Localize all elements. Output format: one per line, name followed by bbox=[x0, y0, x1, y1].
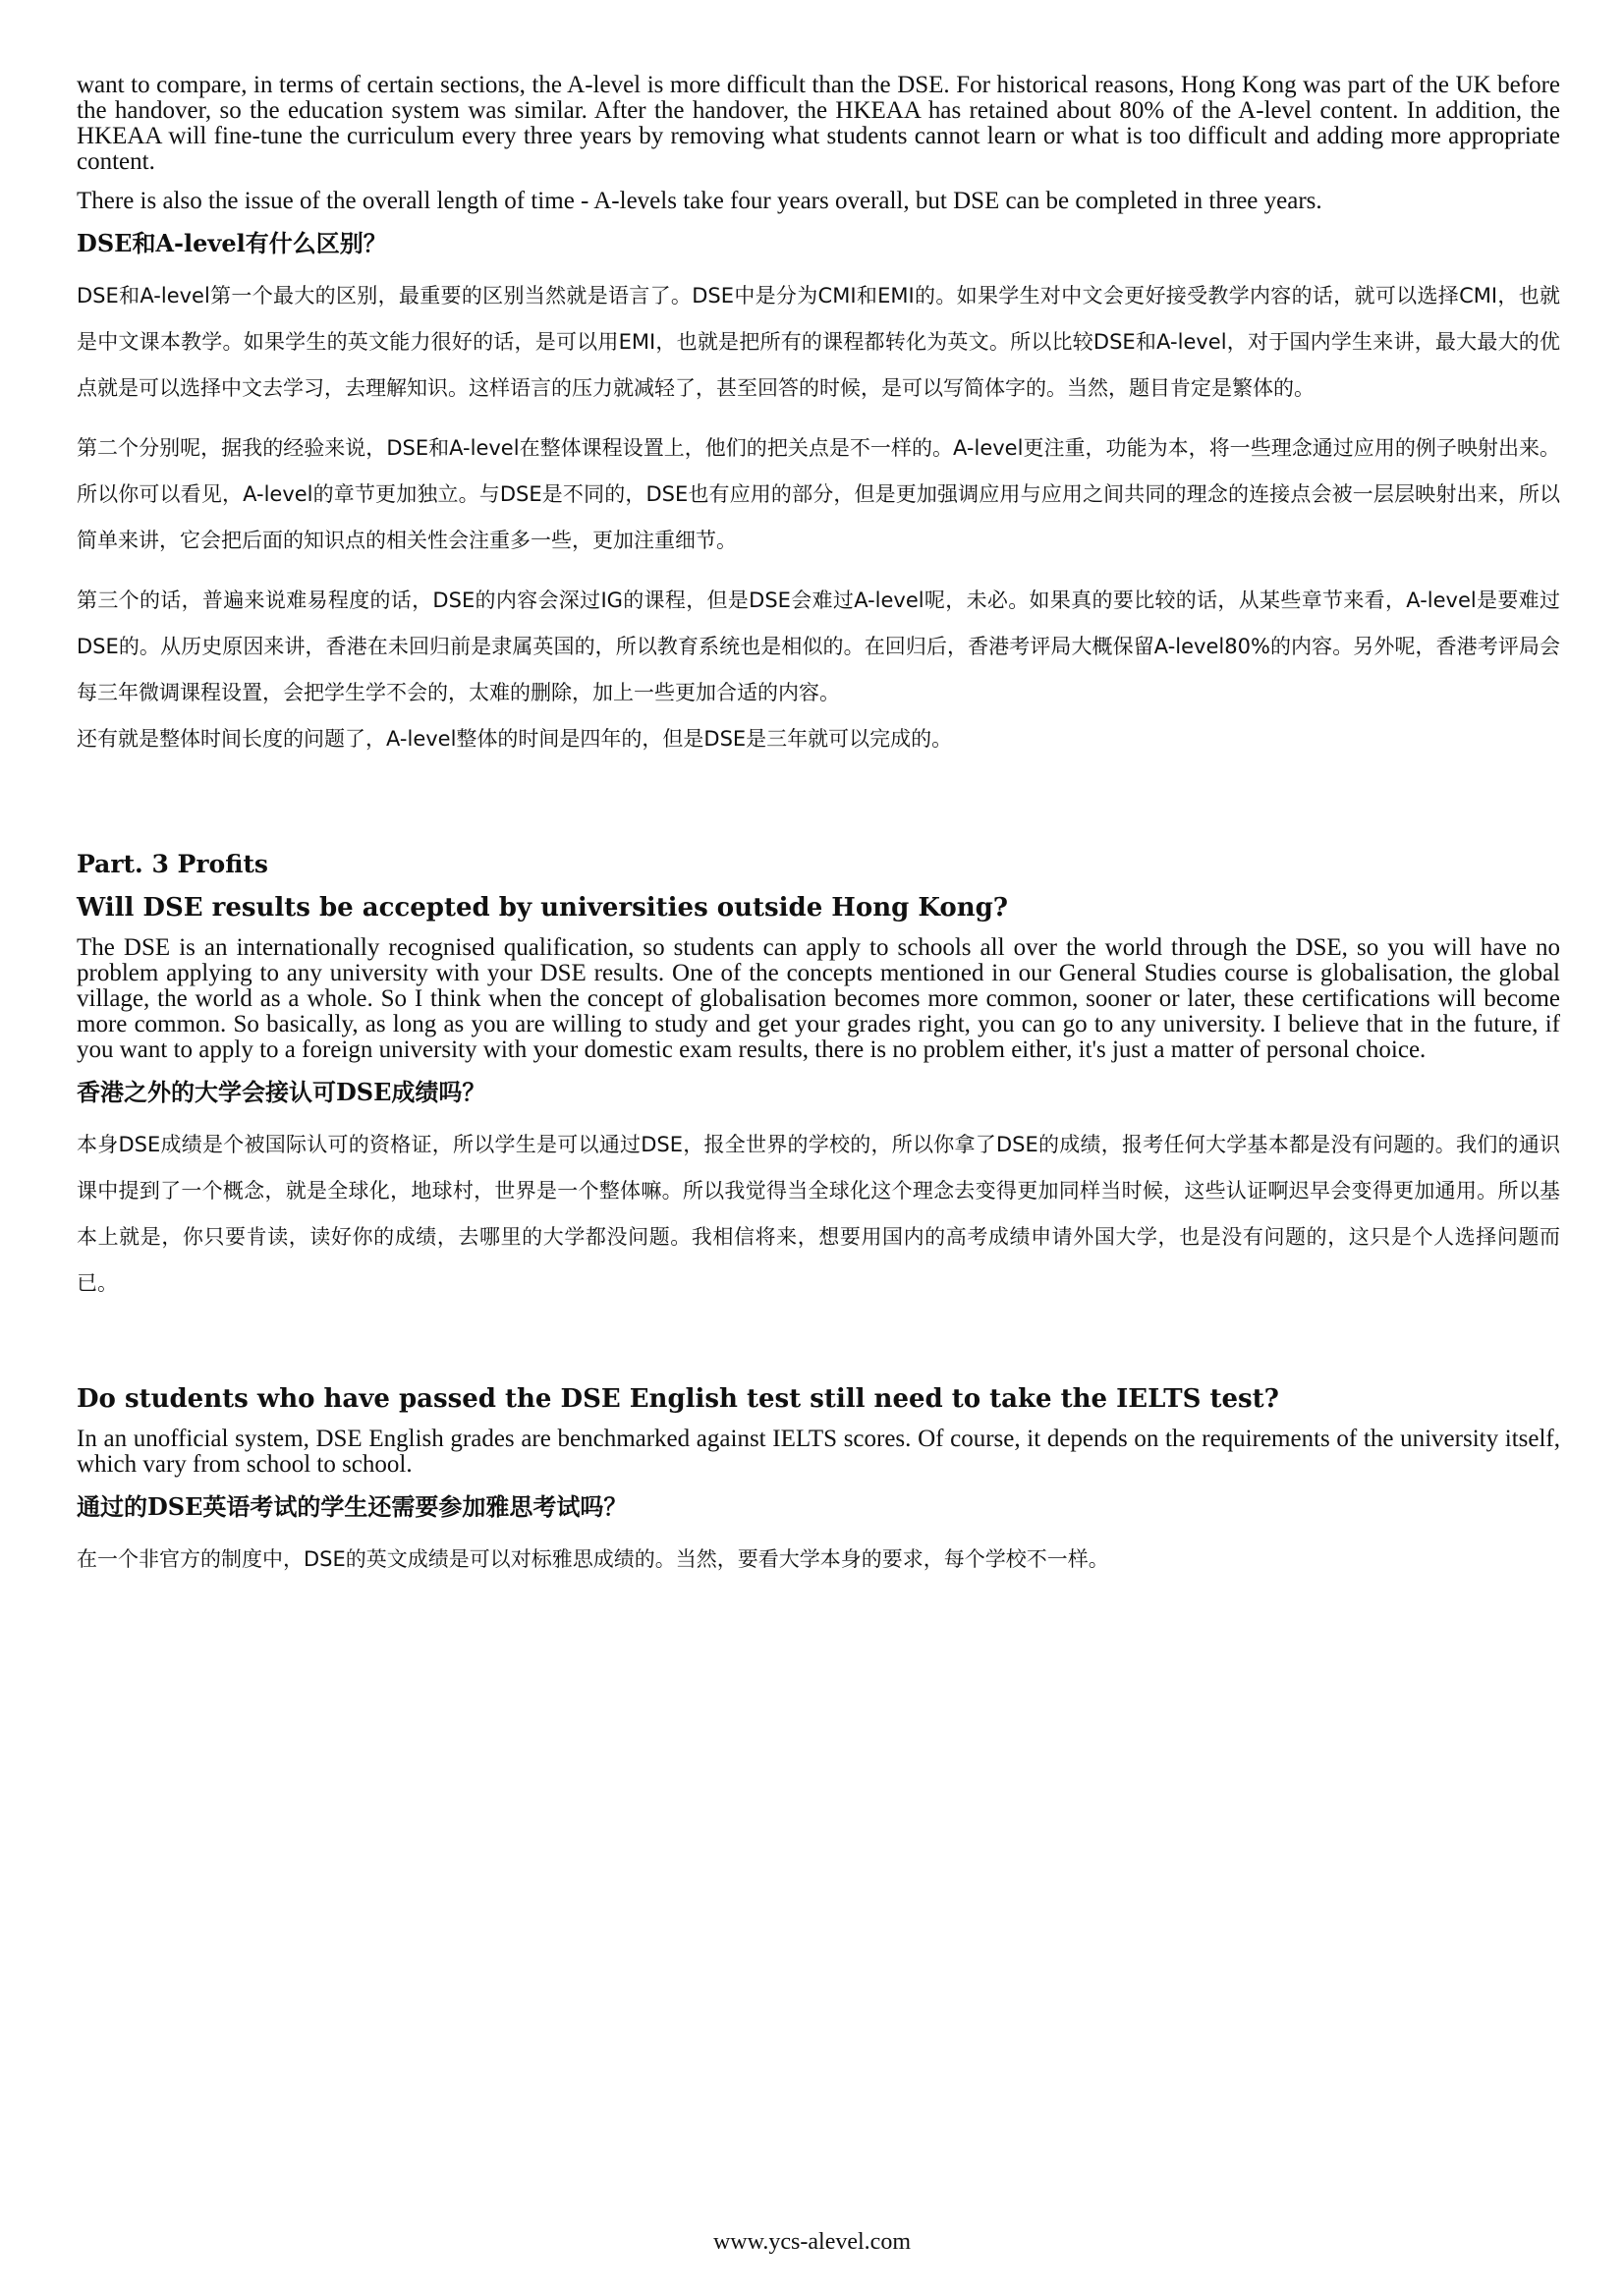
paragraph-zh-universities-outside-hk: 本身DSE成绩是个被国际认可的资格证，所以学生是可以通过DSE，报全世界的学校的，所以你拿了DSE的成绩，报考任何大学基本都是没有问题的。我们的通识课中提到了一个概念，就是全球化，地球村，世界是一个整体嘛。所以我觉得当全球化这个理念去变得更加同样当时候，这些认证啊迟早会变得更加通用。所以基本上就是，你只要肯读，读好你的成绩，去哪里的大学都没问题。我相信将来，想要用国内的高考成绩申请外国大学，也是没有问题的，这只是个人选择问题而已。 bbox=[77, 1133, 1560, 1295]
paragraph-zh-length-of-time: 还有就是整体时间长度的问题了，A-level整体的时间是四年的，但是DSE是三年就可以完成的。 bbox=[77, 727, 953, 751]
paragraph-en-ielts: In an unofficial system, DSE English grades are benchmarked against IELTS scores. Of course, it depends on the requirements of the university itself, which vary from school to school. bbox=[77, 1426, 1560, 1478]
footer-url: www.ycs-alevel.com bbox=[712, 2229, 912, 2255]
paragraph-zh-curriculum-difference: 第二个分别呢，据我的经验来说，DSE和A-level在整体课程设置上，他们的把关点是不一样的。A-level更注重，功能为本，将一些理念通过应用的例子映射出来。所以你可以看见，A-level的章节更加独立。与DSE是不同的，DSE也有应用的部分，但是更加强调应用与应用之间共同的理念的连接点会被一层层映射出来，所以简单来讲，它会把后面的知识点的相关性会注重多一些，更加注重细节。 bbox=[77, 436, 1560, 552]
section-spacer bbox=[77, 1320, 1560, 1383]
paragraph-en-alevel-difficulty: want to compare, in terms of certain sections, the A-level is more difficult than the DSE. For historical reasons, Hong Kong was part of the UK before the handover, so the education system was similar. After the handover, the HKEAA has retained about 80% of the A-level content. In addition, the HKEAA will fine-tune the curriculum every three years by removing what students cannot learn or what is too difficult and adding more appropriate content. bbox=[77, 72, 1560, 175]
document-page bbox=[77, 73, 1560, 1596]
section-spacer bbox=[77, 776, 1560, 849]
heading-en-universities-outside-hk: Will DSE results be accepted by universities outside Hong Kong? bbox=[77, 893, 1009, 923]
paragraph-zh-language-difference: DSE和A-level第一个最大的区别，最重要的区别当然就是语言了。DSE中是分为CMI和EMI的。如果学生对中文会更好接受教学内容的话，就可以选择CMI，也就是中文课本教学。如果学生的英文能力很好的话，是可以用EMI，也就是把所有的课程都转化为英文。所以比较DSE和A-level，对于国内学生来讲，最大最大的优点就是可以选择中文去学习，去理解知识。这样语言的压力就减轻了，甚至回答的时候，是可以写简体字的。当然，题目肯定是繁体的。 bbox=[77, 284, 1560, 400]
heading-zh-ielts: 通过的DSE英语考试的学生还需要参加雅思考试吗？ bbox=[77, 1492, 628, 1521]
heading-en-ielts: Do students who have passed the DSE English test still need to take the IELTS test? bbox=[77, 1384, 1279, 1414]
paragraph-en-universities-outside-hk: The DSE is an internationally recognised qualification, so students can apply to schools all over the world through the DSE, so you will have no problem applying to any university with your DSE results. One of the concepts mentioned in our General Studies course is globalisation, the global village, the world as a whole. So I think when the concept of globalisation becomes more common, sooner or later, these certifications will become more common. So basically, as long as you are willing to study and get your grades right, you can go to any university. I believe that in the future, if you want to apply to a foreign university with your domestic exam results, there is no problem either, it's just a matter of personal choice. bbox=[77, 934, 1560, 1063]
paragraph-en-length-of-time: There is also the issue of the overall length of time - A-levels take four years overall, but DSE can be completed in three years. bbox=[77, 188, 1322, 214]
heading-zh-dse-vs-alevel: DSE和A-level有什么区别？ bbox=[77, 229, 387, 257]
part-title: Part. 3 Profits bbox=[77, 850, 268, 878]
paragraph-zh-ielts: 在一个非官方的制度中，DSE的英文成绩是可以对标雅思成绩的。当然，要看大学本身的要求，每个学校不一样。 bbox=[77, 1547, 1109, 1571]
paragraph-zh-difficulty: 第三个的话，普遍来说难易程度的话，DSE的内容会深过IG的课程，但是DSE会难过A-level呢，未必。如果真的要比较的话，从某些章节来看，A-level是要难过DSE的。从历史原因来讲，香港在未回归前是隶属英国的，所以教育系统也是相似的。在回归后，香港考评局大概保留A-level80%的内容。另外呢，香港考评局会每三年微调课程设置，会把学生学不会的，太难的删除，加上一些更加合适的内容。 bbox=[77, 588, 1560, 704]
heading-zh-universities-outside-hk: 香港之外的大学会接认可DSE成绩吗？ bbox=[77, 1078, 486, 1106]
